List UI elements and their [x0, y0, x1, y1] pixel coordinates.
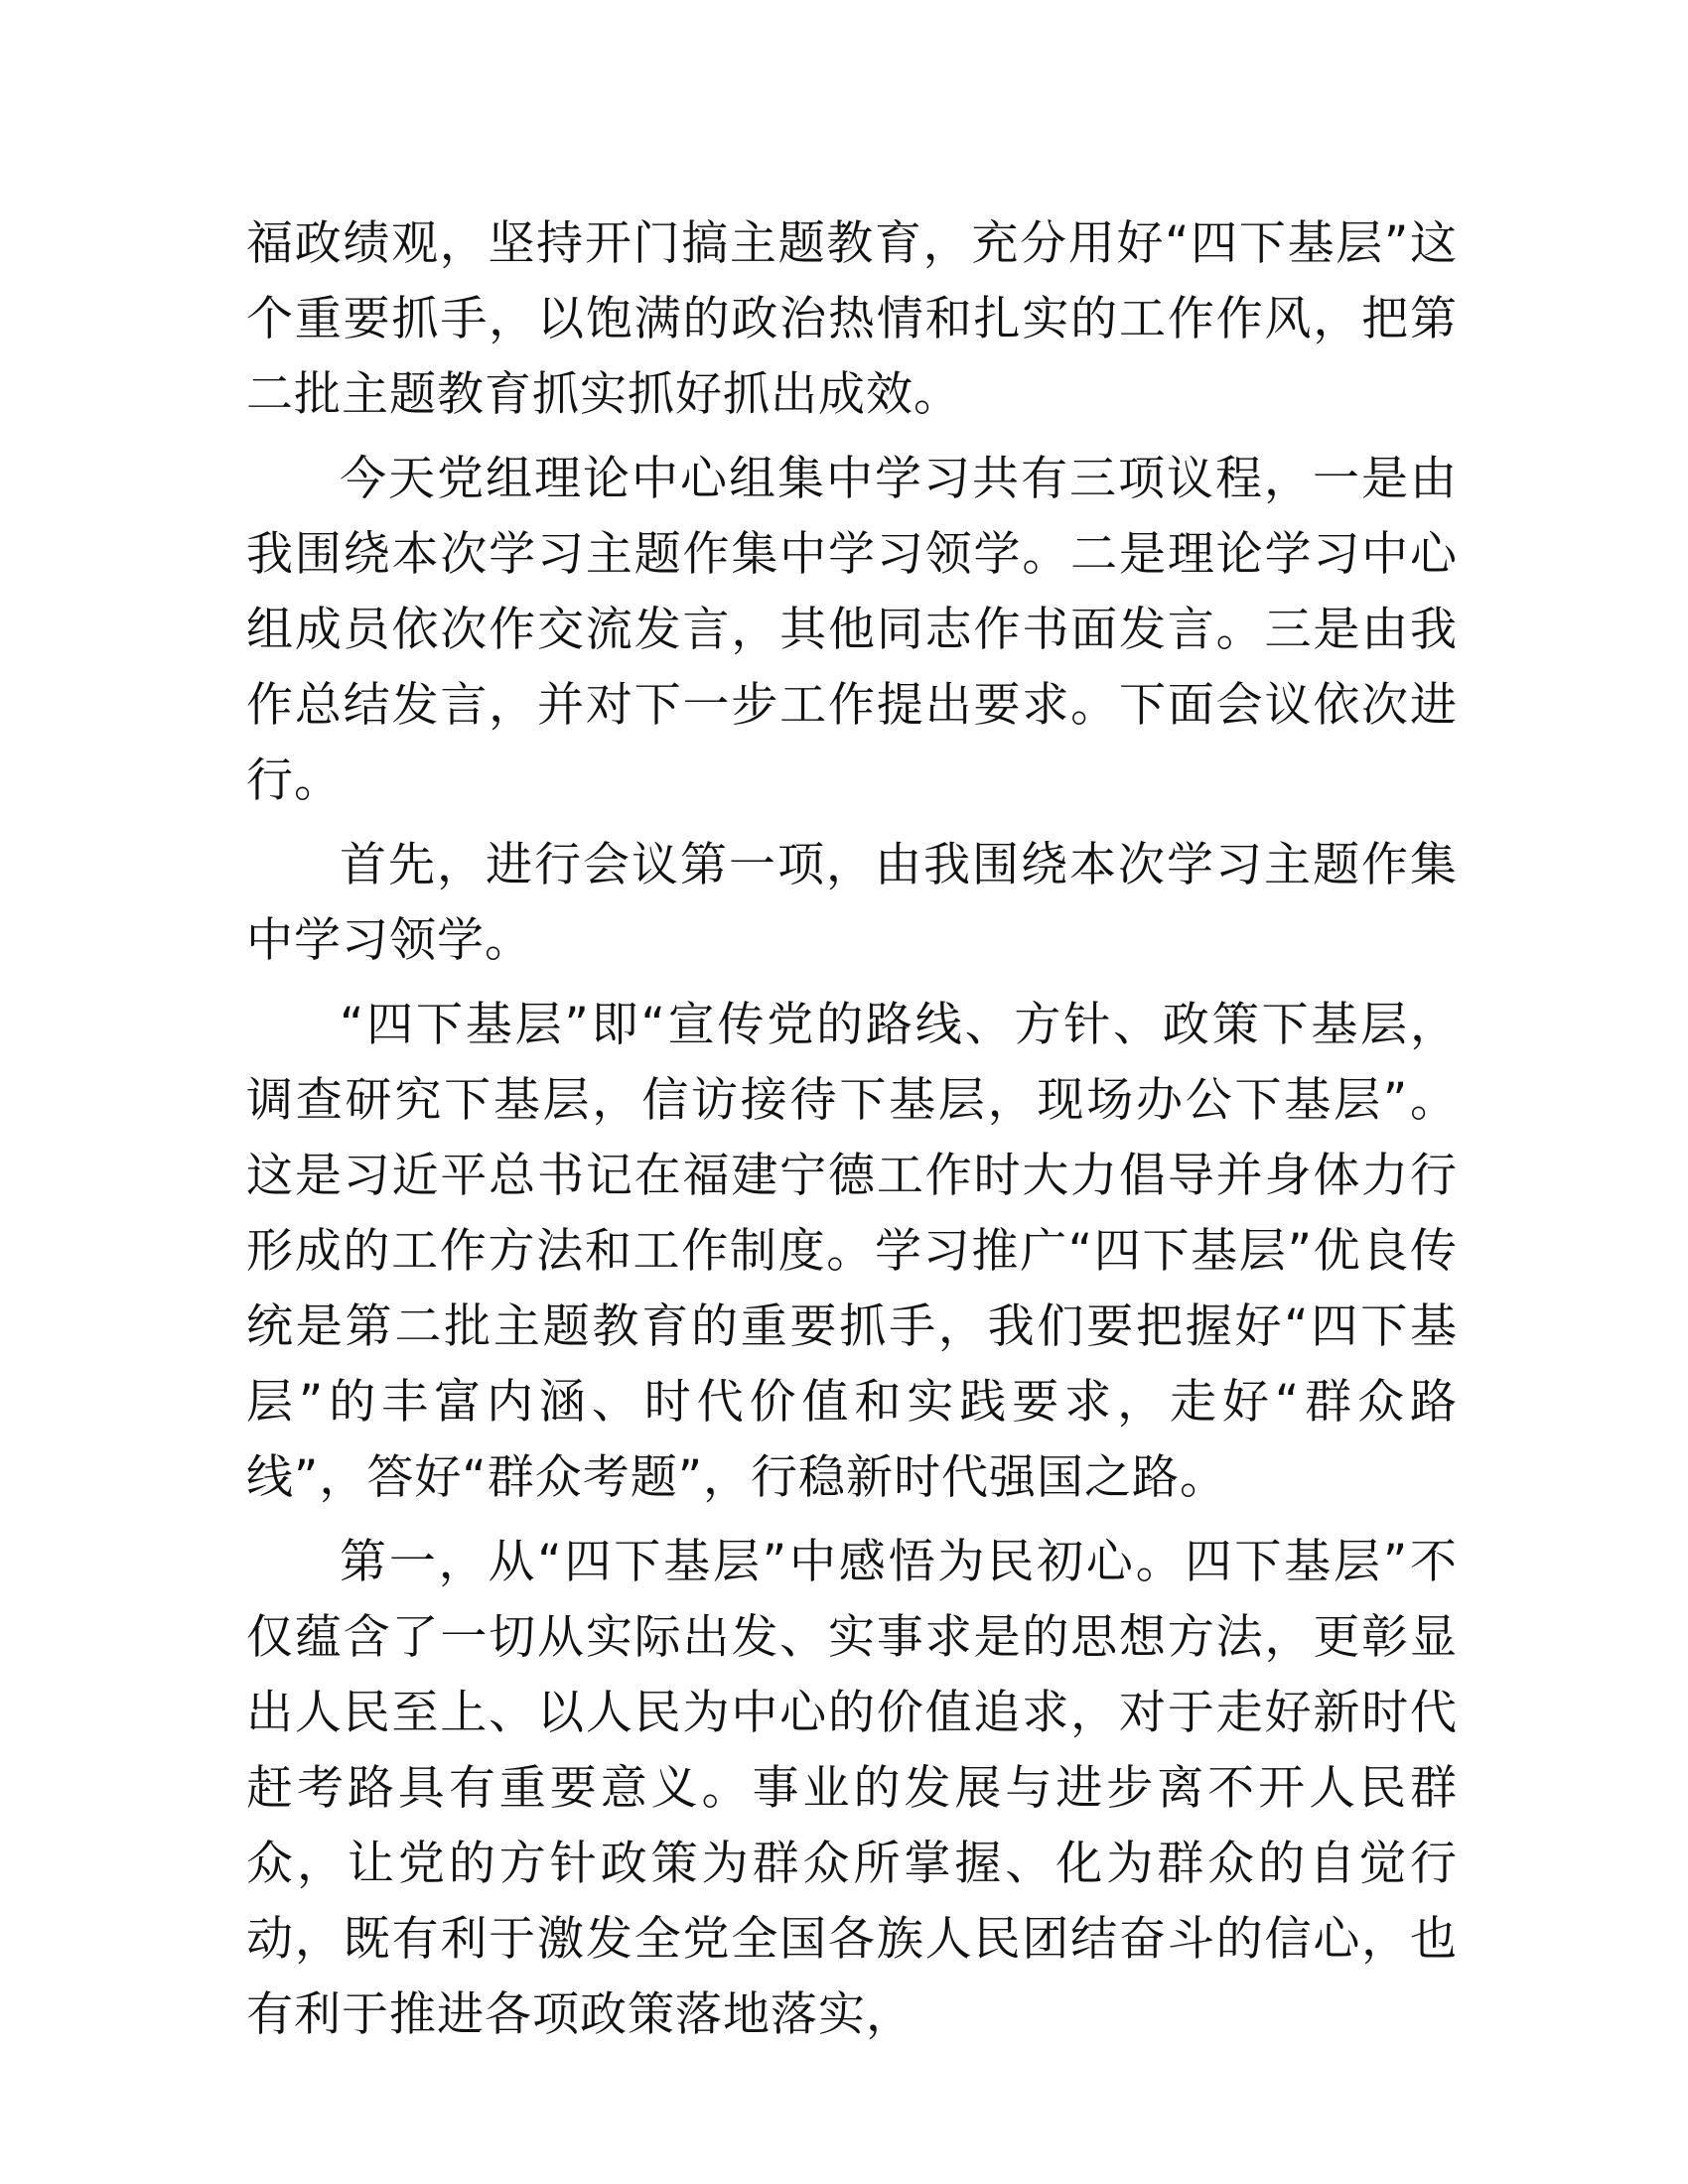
document-body	[246, 206, 1458, 2062]
paragraph-continuation: 福政绩观，坚持开门搞主题教育，充分用好“四下基层”这个重要抓手，以饱满的政治热情和扎实的工作作风，把第二批主题教育抓实抓好抓出成效。	[246, 216, 1458, 422]
paragraph-four-grassroots: “四下基层”即“宣传党的路线、方针、政策下基层，调查研究下基层，信访接待下基层，现场办公下基层”。这是习近平总书记在福建宁德工作时大力倡导并身体力行形成的工作方法和工作制度。学习推广“四下基层”优良传统是第二批主题教育的重要抓手，我们要把握好“四下基层”的丰富内涵、时代价值和实践要求，走好“群众路线”，答好“群众考题”，行稳新时代强国之路。	[246, 998, 1458, 1505]
paragraph-point-one: 第一，从“四下基层”中感悟为民初心。四下基层”不仅蕴含了一切从实际出发、实事求是的思想方法，更彰显出人民至上、以人民为中心的价值追求，对于走好新时代赶考路具有重要意义。事业的发展与进步离不开人民群众，让党的方针政策为群众所掌握、化为群众的自觉行动，既有利于激发全党全国各族人民团结奋斗的信心，也有利于推进各项政策落地落实，	[246, 1535, 1458, 2042]
paragraph-first-item: 首先，进行会议第一项，由我围绕本次学习主题作集中学习领学。	[246, 838, 1458, 968]
paragraph-agenda: 今天党组理论中心组集中学习共有三项议程，一是由我围绕本次学习主题作集中学习领学。二是理论学习中心组成员依次作交流发言，其他同志作书面发言。三是由我作总结发言，并对下一步工作提出要求。下面会议依次进行。	[246, 452, 1458, 808]
